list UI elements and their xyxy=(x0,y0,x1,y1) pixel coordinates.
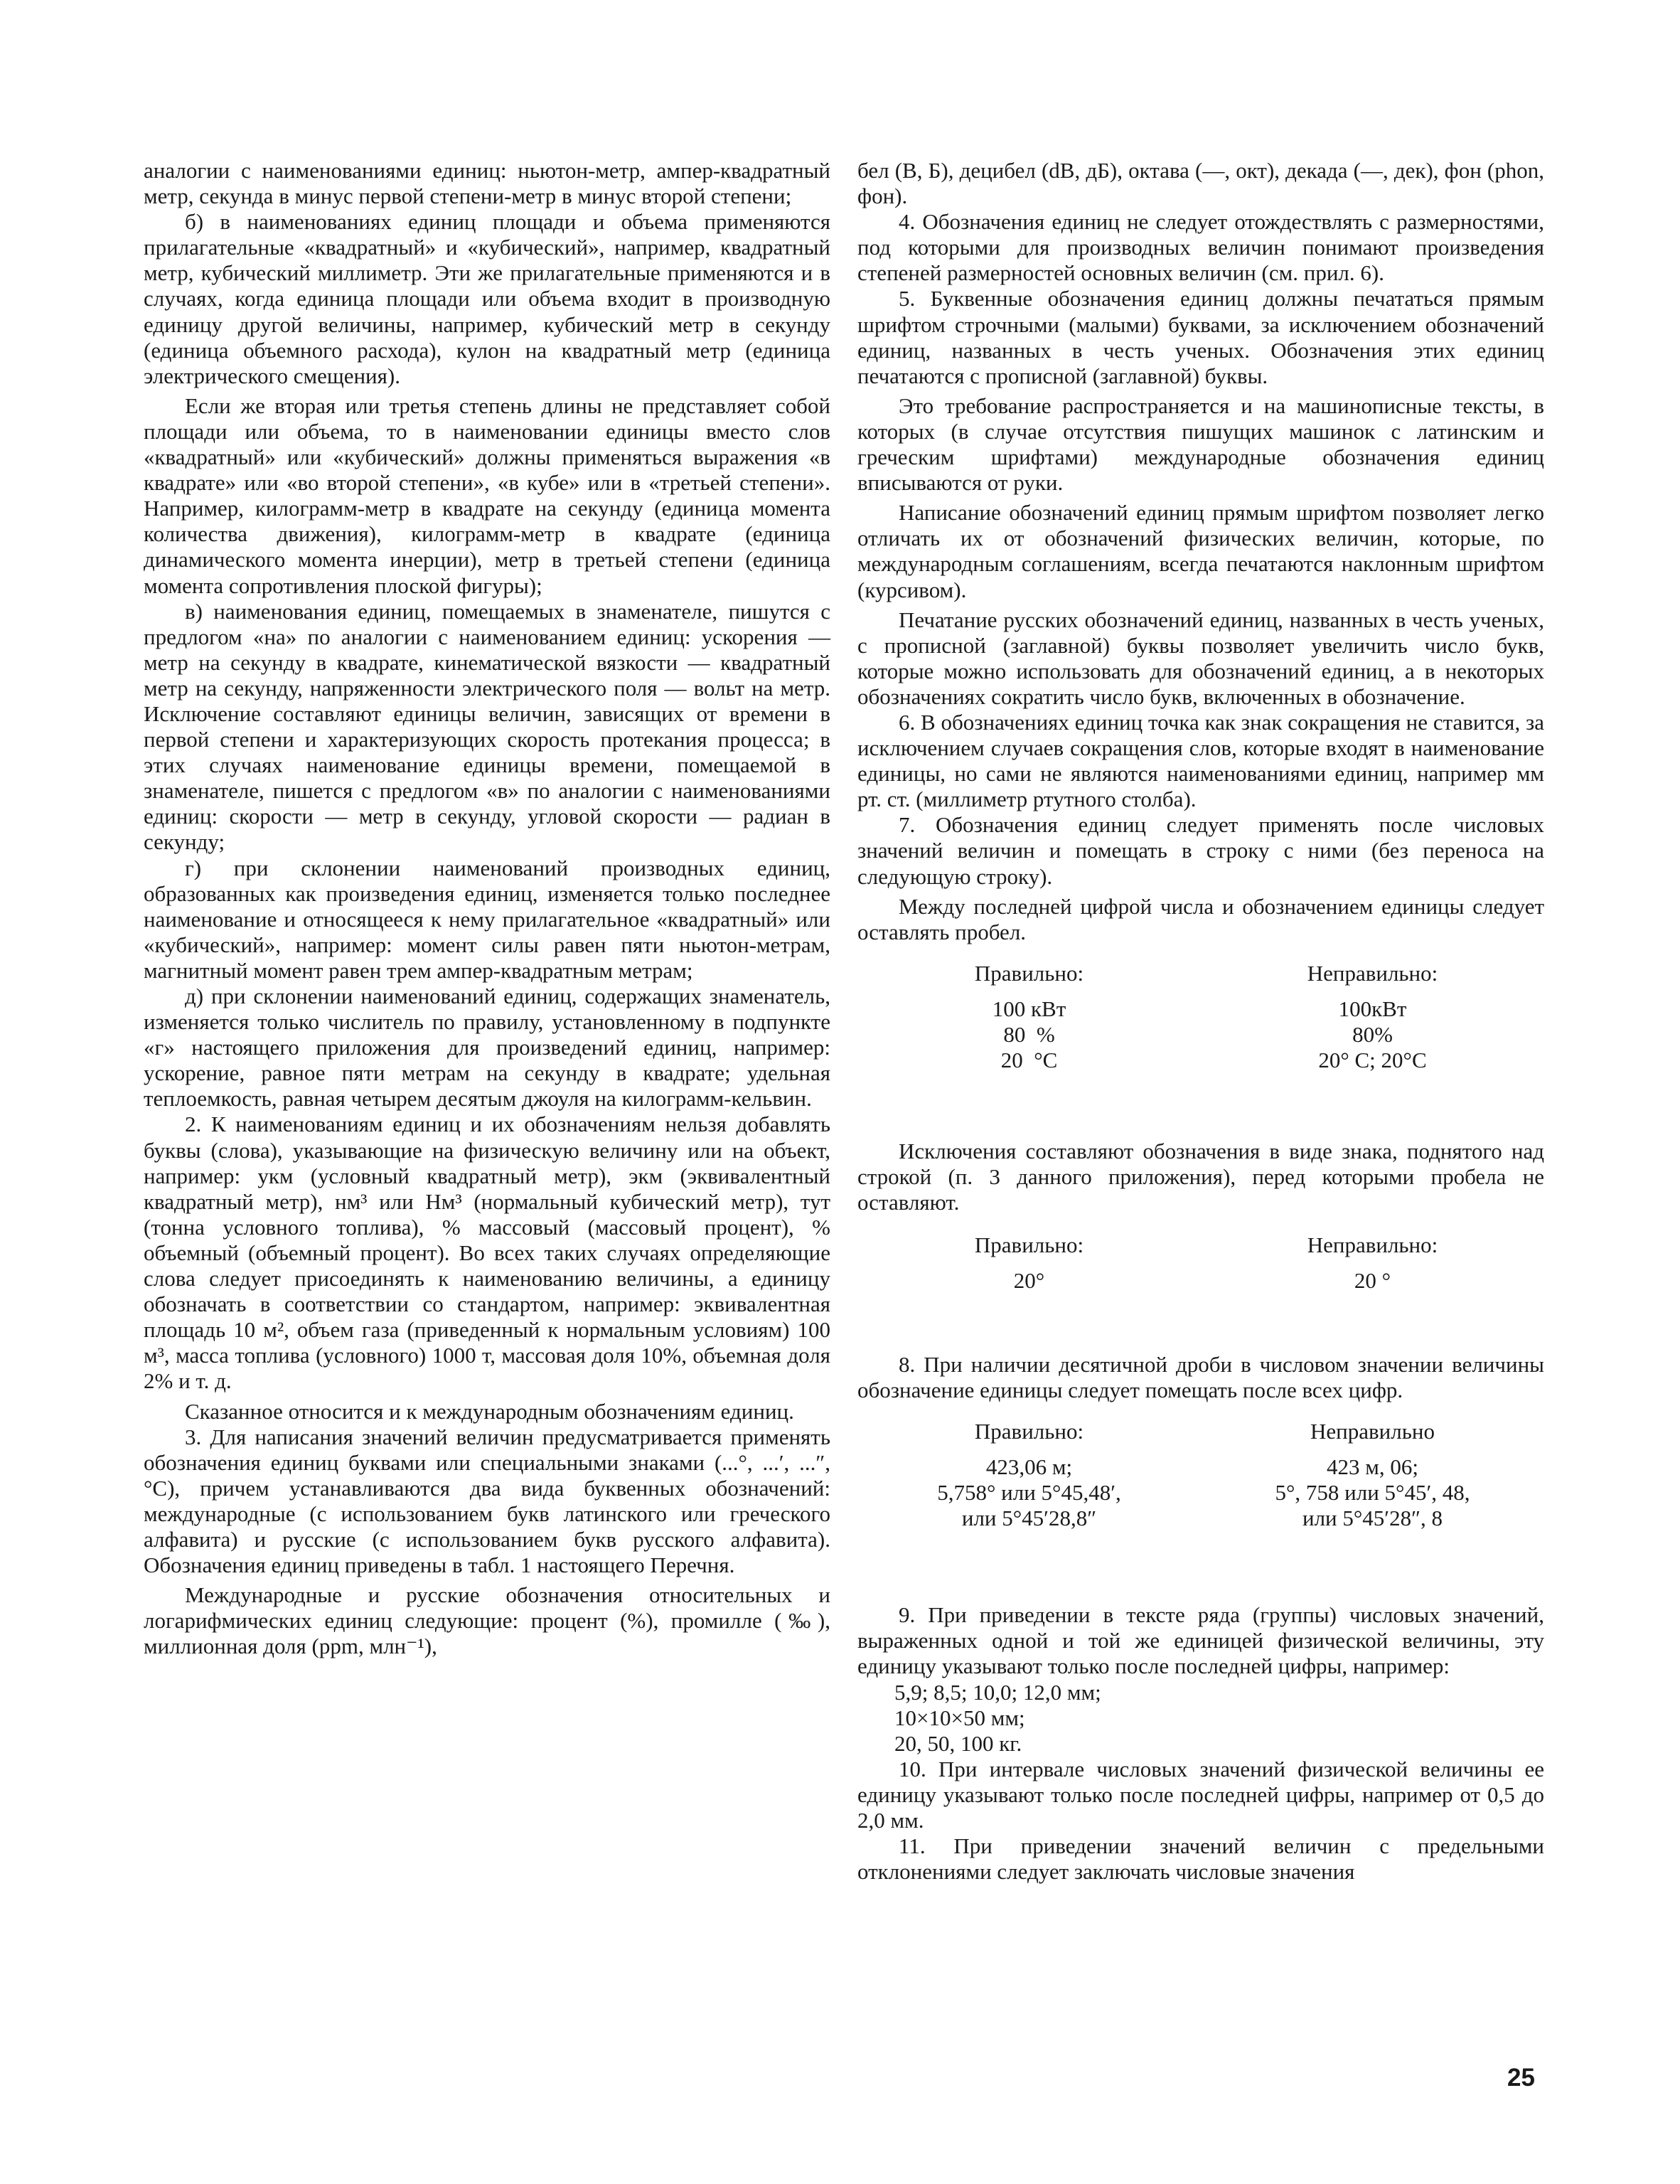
wrong-label: Неправильно: xyxy=(1307,1232,1438,1258)
paragraph: 4. Обозначения единиц не следует отождествлять с размерностями, под которыми для производных величин понимают произведения степеней размерностей основных величин (см. прил. 6). xyxy=(857,209,1544,286)
paragraph: 8. При наличии десятичной дроби в числовом значении величины обозначение единицы следует помещать после всех цифр. xyxy=(857,1352,1544,1403)
list-item: 5,9; 8,5; 10,0; 12,0 мм; xyxy=(894,1679,1101,1705)
paragraph: д) при склонении наименований единиц, содержащих знаменатель, изменяется только числитель по правилу, установленному в подпункте «г» настоящего приложения для произведений единиц, например: ускорение, равное пяти метрам на секунду в квадрате; удельная теплоемкость, равная четырем десятым джоуля на килограмм-кельвин. xyxy=(144,984,830,1112)
paragraph: Сказанное относится и к международным обозначениям единиц. xyxy=(185,1398,794,1424)
example-table-spacing xyxy=(857,961,1544,1073)
paragraph: 3. Для написания значений величин предусматривается применять обозначения единиц буквами или специальными знаками (...°, ...′, ...″, °С), причем устанавливаются два вида буквенных обозначений: международные (с использованием букв латинского или греческого алфавита) и русские (с использованием букв русского алфавита). Обозначения единиц приведены в табл. 1 настоящего Перечня. xyxy=(144,1424,830,1578)
paragraph: Если же вторая или третья степень длины не представляет собой площади или объема, то в наименовании единицы вместо слов «квадратный» или «кубический» должны применяться выражения «в квадрате» или «во второй степени», «в кубе» или в «третьей степени». Например, килограмм-метр в квадрате на секунду (единица момента количества движения), килограмм-метр в квадрате (единица динамического момента инерции), метр в третьей степени (единица момента сопротивления плоской фигуры); xyxy=(144,393,830,598)
example-value: 80% xyxy=(1352,1021,1393,1047)
paragraph: 6. В обозначениях единиц точка как знак сокращения не ставится, за исключением случаев сокращения слов, которые входят в наименование единицы, но сами не являются наименованиями единиц, например мм рт. ст. (миллиметр ртутного столба). xyxy=(857,709,1544,812)
example-value: или 5°45′28,8″ xyxy=(961,1506,1097,1531)
left-column xyxy=(144,158,830,1659)
example-value: 20° xyxy=(1013,1268,1045,1294)
paragraph: 2. К наименованиям единиц и их обозначениям нельзя добавлять буквы (слова), указывающие на физическую величину или на объект, например: укм (условный квадратный метр), экм (эквивалентный квадратный метр), нм³ или Нм³ (нормальный кубический метр), тут (тонна условного топлива), % массовый (массовый процент), % объемный (объемный процент). Во всех таких случаях определяющие слова следует присоединять к наименованию величины, а единицу обозначать в соответствии со стандартом, например: эквивалентная площадь 10 м², объем газа (приведенный к нормальным условиям) 100 м³, масса топлива (условного) 1000 т, массовая доля 10%, объемная доля 2% и т. д. xyxy=(144,1112,830,1394)
wrong-label: Неправильно: xyxy=(1307,960,1438,986)
correct-column xyxy=(857,961,1201,1073)
example-value: 80 % xyxy=(1003,1021,1055,1047)
paragraph: аналогии с наименованиями единиц: ньютон-метр, ампер-квадратный метр, секунда в минус первой степени-метр в минус второй степени; xyxy=(144,158,830,209)
example-list xyxy=(857,1680,1544,1757)
paragraph: бел (B, Б), децибел (dB, дБ), октава (—, окт), декада (—, дек), фон (phon, фон). xyxy=(857,158,1544,209)
paragraph: 5. Буквенные обозначения единиц должны печататься прямым шрифтом строчными (малыми) буквами, за исключением обозначений единиц, названных в честь ученых. Обозначения этих единиц печатаются с прописной (заглавной) буквы. xyxy=(857,286,1544,388)
correct-label: Правильно: xyxy=(974,960,1084,986)
paragraph: Печатание русских обозначений единиц, названных в честь ученых, с прописной (заглавной) буквы позволяет увеличить число букв, которые можно использовать для обозначений единиц, а в некоторых обозначениях сократить число букв, включенных в обозначение. xyxy=(857,607,1544,709)
paragraph: 9. При приведении в тексте ряда (группы) числовых значений, выраженных одной и той же единицей физической величины, эту единицу указывают только после последней цифры, например: xyxy=(857,1602,1544,1679)
paragraph: Это требование распространяется и на машинописные тексты, в которых (в случае отсутствия пишущих машинок с латинским и греческим шрифтами) международные обозначения единиц вписываются от руки. xyxy=(857,393,1544,496)
correct-label: Правильно: xyxy=(974,1232,1084,1258)
paragraph: 7. Обозначения единиц следует применять после числовых значений величин и помещать в строку с ними (без переноса на следующую строку). xyxy=(857,812,1544,889)
example-value: 100 кВт xyxy=(992,996,1066,1021)
wrong-column xyxy=(1201,1419,1544,1531)
wrong-column xyxy=(1201,1232,1544,1294)
example-value: 5,758° или 5°45,48′, xyxy=(937,1480,1121,1506)
paragraph: 10. При интервале числовых значений физической величины ее единицу указывают только после последней цифры, например от 0,5 до 2,0 мм. xyxy=(857,1756,1544,1833)
page-number: 25 xyxy=(1507,2064,1535,2092)
example-value: 100кВт xyxy=(1338,996,1407,1021)
paragraph: б) в наименованиях единиц площади и объема применяются прилагательные «квадратный» и «кубический», например, квадратный метр, кубический миллиметр. Эти же прилагательные применяются и в случаях, когда единица площади или объема входит в производную единицу другой величины, например, кубический метр в секунду (единица объемного расхода), кулон на квадратный метр (единица электрического смещения). xyxy=(144,209,830,388)
paragraph: Международные и русские обозначения относительных и логарифмических единиц следующие: процент (%), промилле (‰), миллионная доля (ppm, млн⁻¹), xyxy=(144,1582,830,1659)
paragraph: Написание обозначений единиц прямым шрифтом позволяет легко отличать их от обозначений физических величин, которые, по международным соглашениям, всегда печатаются наклонным шрифтом (курсивом). xyxy=(857,500,1544,602)
example-value: 20° С; 20°С xyxy=(1318,1047,1427,1072)
correct-label: Правильно: xyxy=(974,1419,1084,1444)
paragraph: Между последней цифрой числа и обозначением единицы следует оставлять пробел. xyxy=(857,893,1544,944)
paragraph: в) наименования единиц, помещаемых в знаменателе, пишутся с предлогом «на» по аналогии с наименованием единиц: ускорения — метр на секунду в квадрате, кинематической вязкости — квадратный метр на секунду, напряженности электрического поля — вольт на метр. Исключение составляют единицы величин, зависящих от времени в первой степени и характеризующих скорость протекания процесса; в этих случаях наименование единицы времени, помещаемой в знаменателе, пишется с предлогом «в» по аналогии с наименованиями единиц: скорости — метр в секунду, угловой скорости — радиан в секунду; xyxy=(144,598,830,855)
wrong-column xyxy=(1201,961,1544,1073)
example-value: 20 ° xyxy=(1354,1268,1391,1294)
correct-column xyxy=(857,1232,1201,1294)
correct-column xyxy=(857,1419,1201,1531)
example-value: 423 м, 06; xyxy=(1327,1454,1418,1480)
example-value: 20 °С xyxy=(1000,1047,1058,1072)
list-item: 20, 50, 100 кг. xyxy=(894,1730,1022,1756)
paragraph: Исключения составляют обозначения в виде знака, поднятого над строкой (п. 3 данного приложения), перед которыми пробела не оставляют. xyxy=(857,1138,1544,1215)
example-table-degree xyxy=(857,1232,1544,1294)
paragraph: 11. При приведении значений величин с предельными отклонениями следует заключать числовые значения xyxy=(857,1833,1544,1884)
example-table-decimal xyxy=(857,1419,1544,1531)
paragraph: г) при склонении наименований производных единиц, образованных как произведения единиц, изменяется только последнее наименование и относящееся к нему прилагательное «квадратный» или «кубический», например: момент силы равен пяти ньютон-метрам, магнитный момент равен трем ампер-квадратным метрам; xyxy=(144,855,830,983)
example-value: 423,06 м; xyxy=(985,1454,1073,1480)
list-item: 10×10×50 мм; xyxy=(894,1705,1025,1730)
example-value: или 5°45′28″, 8 xyxy=(1302,1506,1443,1531)
wrong-label: Неправильно xyxy=(1310,1419,1435,1444)
right-column xyxy=(857,158,1544,1885)
example-value: 5°, 758 или 5°45′, 48, xyxy=(1275,1480,1470,1506)
